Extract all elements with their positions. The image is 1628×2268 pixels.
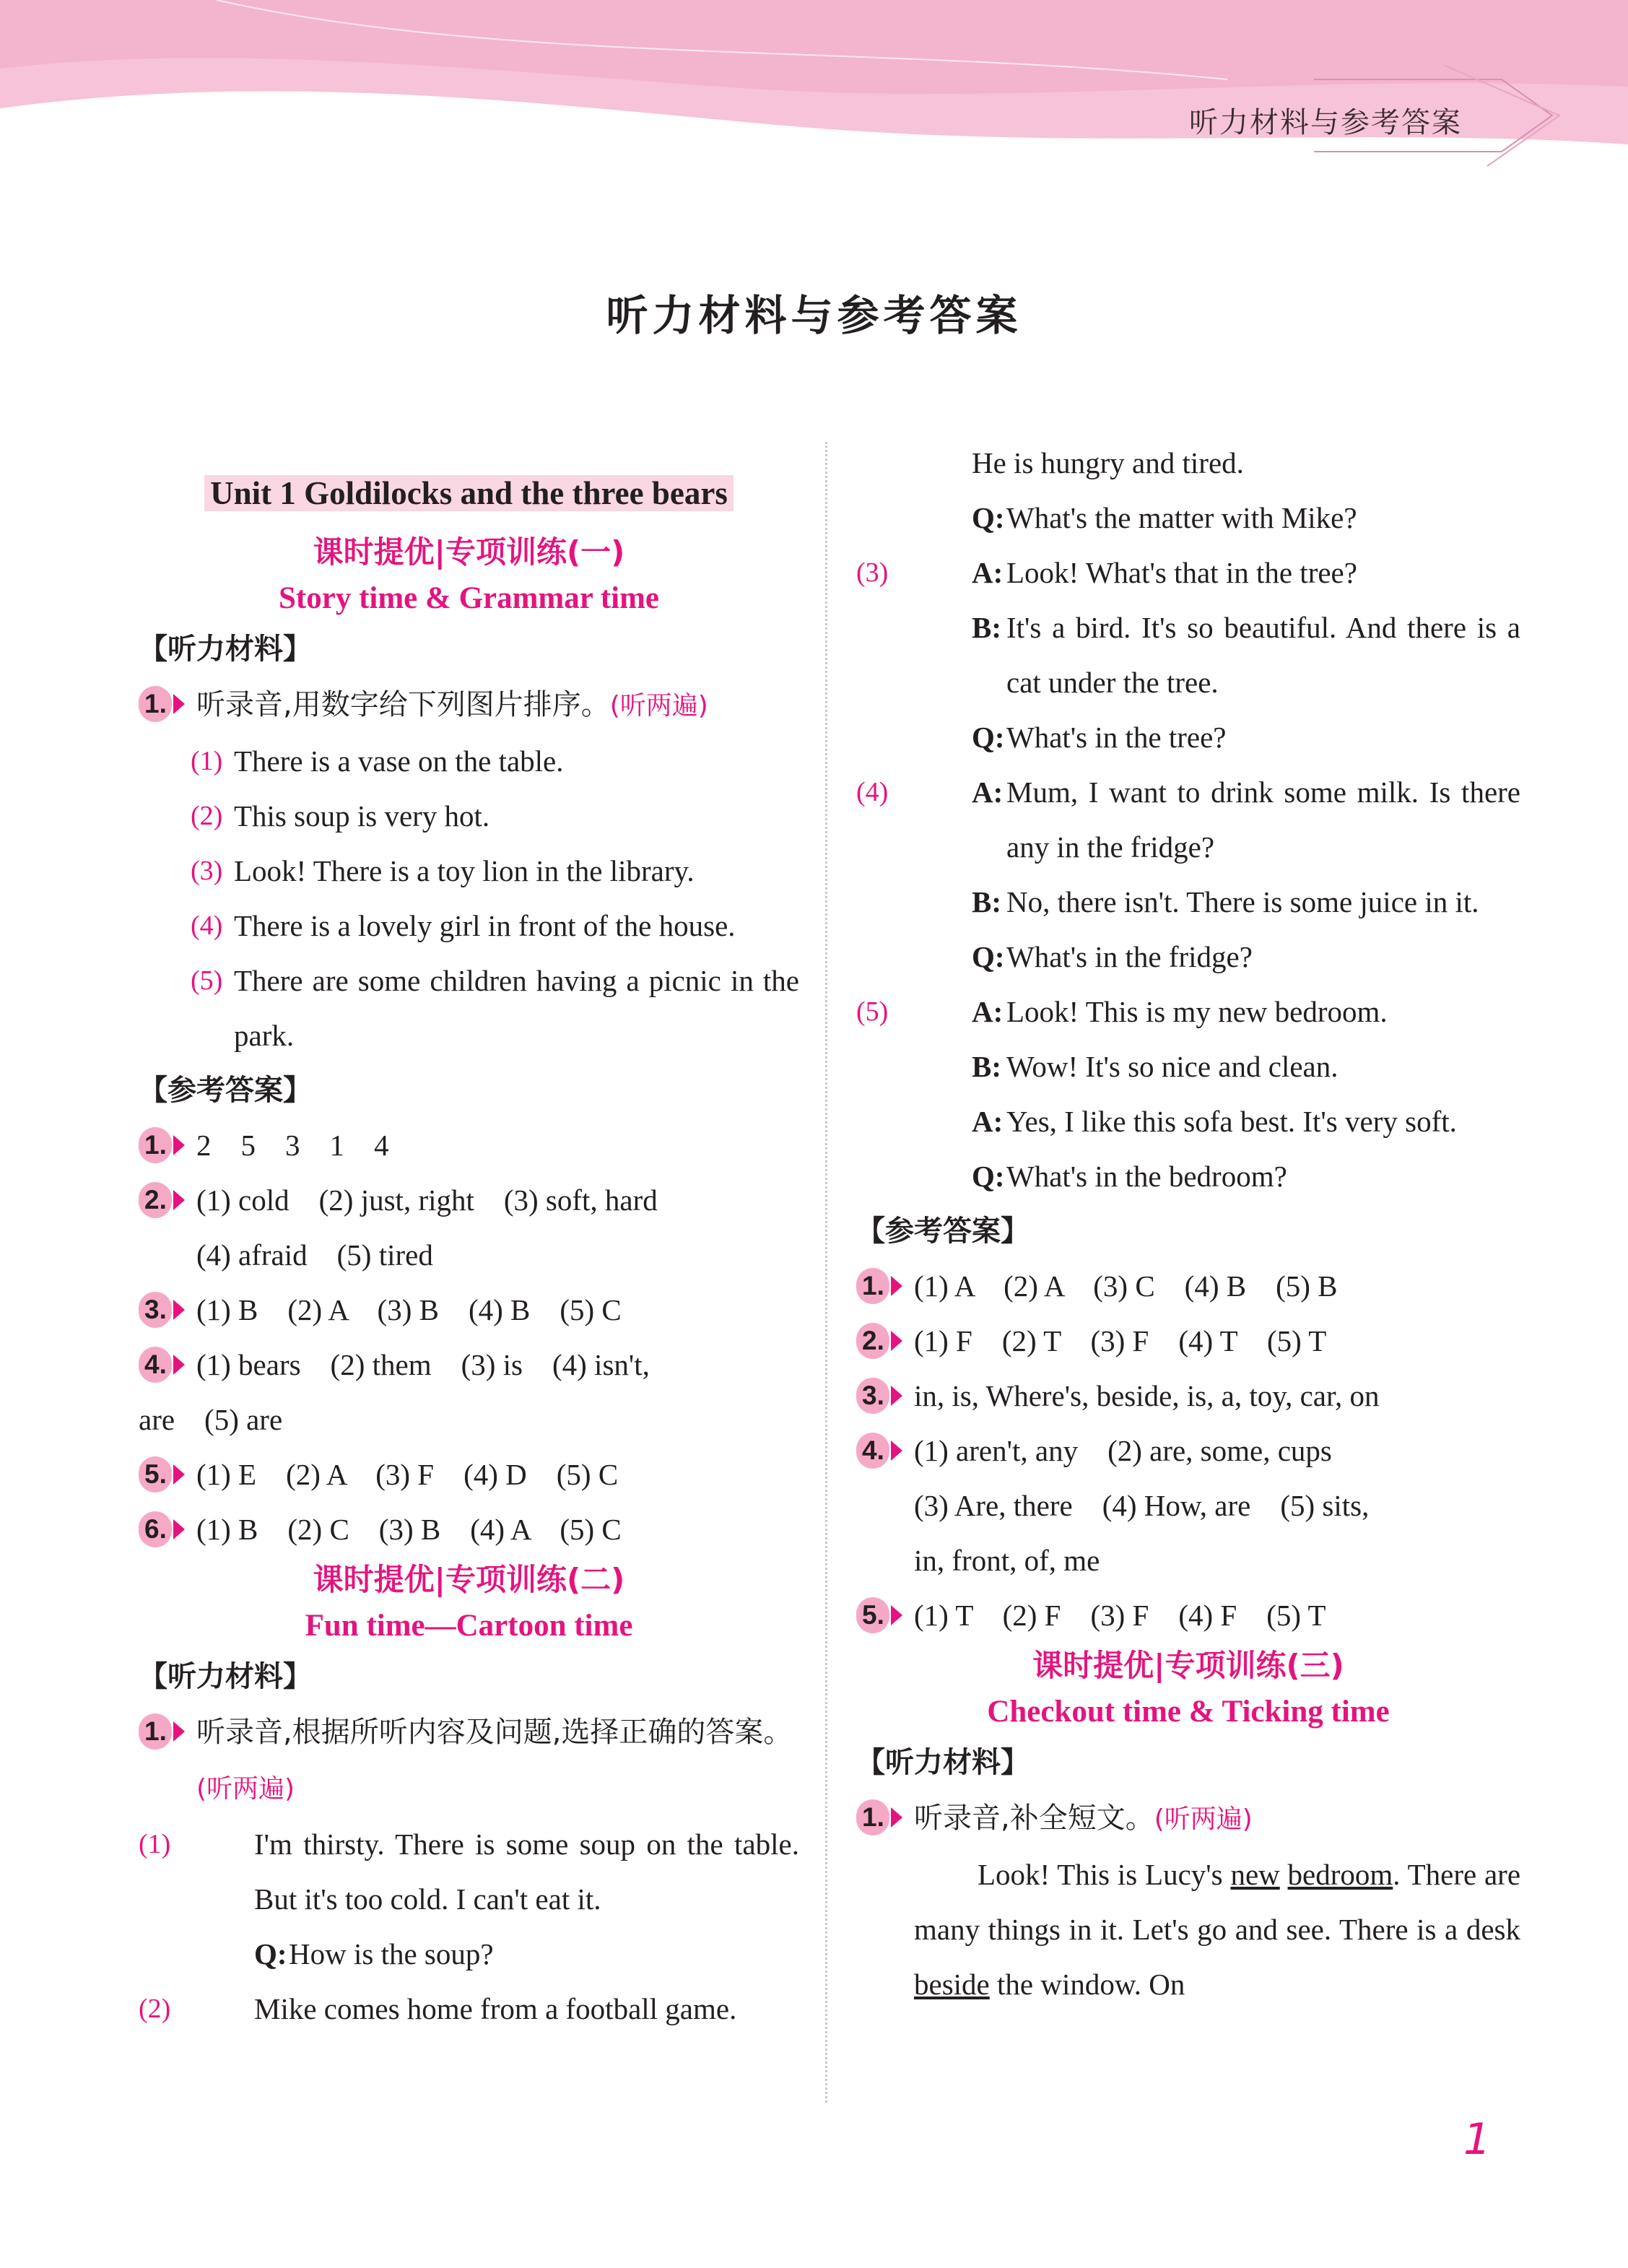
speaker-label: B: bbox=[972, 611, 1001, 644]
answer-text: (1) E (2) A (3) F (4) D (5) C bbox=[196, 1458, 619, 1491]
answer-text: in, is, Where's, beside, is, a, toy, car, on bbox=[914, 1379, 1380, 1412]
question-note: (听两遍) bbox=[1154, 1804, 1253, 1834]
list-item bbox=[139, 734, 799, 788]
answer-text: (1) B (2) C (3) B (4) A (5) C bbox=[196, 1513, 622, 1546]
answer-number-badge: 2. bbox=[139, 1182, 172, 1218]
answer-text: (1) cold (2) just, right (3) soft, hard bbox=[196, 1183, 658, 1217]
answer-number-badge: 3. bbox=[139, 1292, 172, 1328]
speaker-label: A: bbox=[972, 995, 1004, 1028]
speaker-label: Q: bbox=[972, 940, 1005, 973]
dialog-text: What's in the fridge? bbox=[1006, 940, 1253, 973]
answer-4-cont: are (5) are bbox=[139, 1403, 283, 1436]
dialog-text: It's a bird. It's so beautiful. And there is a cat under the tree. bbox=[1006, 611, 1520, 699]
unit-title bbox=[139, 466, 799, 521]
question-line bbox=[856, 1149, 1520, 1204]
answer-number-badge: 6. bbox=[139, 1511, 172, 1547]
item-text: There is a vase on the table. bbox=[234, 744, 564, 778]
item-number: (4) bbox=[856, 777, 889, 807]
list-item bbox=[856, 765, 1520, 874]
passage-text bbox=[856, 1847, 1520, 2012]
dialog-line bbox=[856, 1094, 1520, 1149]
list-item bbox=[139, 898, 799, 953]
speaker-label: A: bbox=[972, 775, 1004, 809]
list-item bbox=[139, 1817, 799, 1926]
speaker-label: A: bbox=[972, 556, 1004, 589]
answer-number-badge: 5. bbox=[856, 1597, 889, 1633]
section-title-cn: 课时提优|专项训练(一) bbox=[313, 534, 625, 570]
dialog-text: Yes, I like this sofa best. It's very soft. bbox=[1006, 1105, 1457, 1138]
list-item bbox=[856, 984, 1520, 1039]
item-number: (2) bbox=[139, 1994, 171, 2024]
speaker-label: Q: bbox=[254, 1937, 287, 1971]
answer-4 bbox=[856, 1423, 1520, 1478]
dialog-line bbox=[856, 874, 1520, 929]
filled-blank: bedroom bbox=[1287, 1858, 1393, 1891]
dialog-line bbox=[856, 600, 1520, 710]
dialog-text: Look! What's that in the tree? bbox=[1006, 556, 1357, 589]
dialog-text: What's in the tree? bbox=[1006, 721, 1227, 754]
question-1 bbox=[139, 1704, 799, 1817]
answer-6 bbox=[139, 1502, 799, 1557]
item-text-cont: He is hungry and tired. bbox=[972, 446, 1244, 479]
question-line bbox=[856, 710, 1520, 765]
item-text: Mike comes home from a football game. bbox=[254, 1992, 737, 2025]
question-line bbox=[856, 929, 1520, 984]
question-note: (听两遍) bbox=[609, 691, 708, 721]
column-divider bbox=[825, 442, 827, 2103]
item-text: This soup is very hot. bbox=[234, 799, 490, 833]
section-title-en: Fun time—Cartoon time bbox=[305, 1609, 633, 1643]
answer-5 bbox=[856, 1588, 1520, 1643]
dialog-line bbox=[914, 765, 1520, 874]
dialog-text: How is the soup? bbox=[289, 1937, 494, 1971]
speaker-label: Q: bbox=[972, 501, 1005, 534]
section-title-en: Checkout time & Ticking time bbox=[987, 1695, 1390, 1729]
dialog-text: No, there isn't. There is some juice in it. bbox=[1006, 885, 1479, 918]
question-prompt: 听录音,补全短文。 bbox=[914, 1802, 1154, 1835]
passage-part bbox=[1280, 1858, 1288, 1891]
question-line bbox=[856, 490, 1520, 545]
list-item bbox=[139, 953, 799, 1063]
item-number: (2) bbox=[191, 801, 223, 831]
answer-3 bbox=[139, 1282, 799, 1337]
question-number-badge: 1. bbox=[856, 1799, 889, 1835]
passage-part: . There are many things in it. Let's go and see. There is a desk bbox=[914, 1858, 1521, 1946]
answer-number-badge: 5. bbox=[139, 1456, 172, 1493]
item-number: (5) bbox=[191, 965, 223, 996]
item-number: (1) bbox=[191, 746, 223, 776]
listening-label: 【听力材料】 bbox=[139, 633, 312, 666]
answer-2 bbox=[139, 1173, 799, 1228]
answer-number-badge: 2. bbox=[856, 1323, 889, 1359]
list-item bbox=[139, 843, 799, 898]
question-number-badge: 1. bbox=[139, 1713, 172, 1750]
list-item bbox=[139, 788, 799, 843]
answer-number-badge: 3. bbox=[856, 1378, 889, 1414]
answer-4-cont: (3) Are, there (4) How, are (5) sits, bbox=[914, 1489, 1370, 1522]
answer-2-cont: (4) afraid (5) tired bbox=[196, 1238, 433, 1272]
answer-1 bbox=[856, 1259, 1520, 1313]
speaker-label: Q: bbox=[972, 721, 1005, 754]
speaker-label: B: bbox=[972, 1050, 1001, 1083]
answer-number-badge: 4. bbox=[856, 1433, 889, 1469]
item-text: There is a lovely girl in front of the house. bbox=[234, 909, 736, 942]
question-1 bbox=[856, 1790, 1520, 1847]
answer-4 bbox=[139, 1337, 799, 1392]
answer-number-badge: 4. bbox=[139, 1347, 172, 1383]
page-title: 听力材料与参考答案 bbox=[606, 291, 1022, 340]
section-title-cn: 课时提优|专项训练(二) bbox=[313, 1562, 625, 1597]
header-band bbox=[0, 0, 1628, 173]
left-column bbox=[139, 463, 799, 2036]
section-title-en: Story time & Grammar time bbox=[279, 581, 659, 615]
answer-text: (1) F (2) T (3) F (4) T (5) T bbox=[914, 1324, 1327, 1357]
question-1 bbox=[139, 677, 799, 734]
item-number: (5) bbox=[856, 996, 889, 1027]
right-column bbox=[856, 435, 1520, 2012]
dialog-line bbox=[914, 545, 1520, 600]
filled-blank: beside bbox=[914, 1968, 990, 2001]
list-item bbox=[139, 1981, 799, 2036]
item-text: I'm thirsty. There is some soup on the table. But it's too cold. I can't eat it. bbox=[254, 1828, 799, 1916]
answers-label: 【参考答案】 bbox=[139, 1074, 312, 1107]
dialog-text: Mum, I want to drink some milk. Is there any in the fridge? bbox=[1006, 775, 1520, 864]
unit-title-text: Unit 1 Goldilocks and the three bears bbox=[204, 475, 734, 511]
question-prompt: 听录音,根据所听内容及问题,选择正确的答案。 bbox=[196, 1716, 793, 1749]
dialog-line bbox=[914, 984, 1520, 1039]
speaker-label: Q: bbox=[972, 1160, 1005, 1193]
answer-text: (1) aren't, any (2) are, some, cups bbox=[914, 1434, 1332, 1467]
answer-text: (1) A (2) A (3) C (4) B (5) B bbox=[914, 1269, 1338, 1303]
dialog-text: What's in the bedroom? bbox=[1006, 1160, 1287, 1193]
dialog-text: Look! This is my new bedroom. bbox=[1006, 995, 1388, 1028]
listening-label: 【听力材料】 bbox=[856, 1746, 1030, 1779]
section-title-cn: 课时提优|专项训练(三) bbox=[1032, 1648, 1344, 1683]
answer-text: (1) B (2) A (3) B (4) B (5) C bbox=[196, 1293, 622, 1326]
answers-label: 【参考答案】 bbox=[856, 1215, 1030, 1248]
answer-number-badge: 1. bbox=[139, 1127, 172, 1163]
header-wave-decoration bbox=[0, 0, 1628, 173]
passage-part: the window. On bbox=[989, 1968, 1185, 2001]
dialog-line bbox=[856, 1039, 1520, 1094]
filled-blank: new bbox=[1230, 1858, 1280, 1891]
item-number: (1) bbox=[139, 1829, 171, 1859]
question-note: (听两遍) bbox=[196, 1774, 295, 1804]
passage-part: Look! This is Lucy's bbox=[978, 1858, 1231, 1891]
list-item bbox=[856, 545, 1520, 600]
answer-2 bbox=[856, 1313, 1520, 1368]
answer-number-badge: 1. bbox=[856, 1268, 889, 1304]
item-number: (3) bbox=[191, 856, 223, 886]
answer-text: (1) T (2) F (3) F (4) F (5) T bbox=[914, 1599, 1326, 1632]
answer-5 bbox=[139, 1447, 799, 1502]
dialog-text: What's the matter with Mike? bbox=[1006, 501, 1357, 534]
answer-text: 2 5 3 1 4 bbox=[196, 1129, 389, 1162]
answer-text: (1) bears (2) them (3) is (4) isn't, bbox=[196, 1348, 650, 1381]
question-line bbox=[139, 1926, 799, 1981]
question-prompt: 听录音,用数字给下列图片排序。 bbox=[196, 688, 610, 721]
question-number-badge: 1. bbox=[139, 686, 172, 722]
answer-1 bbox=[139, 1118, 799, 1173]
item-text: There are some children having a picnic in the park. bbox=[234, 964, 799, 1052]
header-title: 听力材料与参考答案 bbox=[1189, 106, 1462, 139]
listening-label: 【听力材料】 bbox=[139, 1660, 312, 1693]
item-number: (3) bbox=[856, 557, 889, 588]
answer-4-cont: in, front, of, me bbox=[914, 1544, 1100, 1577]
page-number: 1 bbox=[1463, 2114, 1491, 2165]
dialog-text: Wow! It's so nice and clean. bbox=[1006, 1050, 1338, 1083]
answer-3 bbox=[856, 1368, 1520, 1423]
speaker-label: B: bbox=[972, 885, 1001, 918]
speaker-label: A: bbox=[972, 1105, 1004, 1138]
item-text: Look! There is a toy lion in the library. bbox=[234, 854, 695, 887]
item-number: (4) bbox=[191, 911, 223, 941]
